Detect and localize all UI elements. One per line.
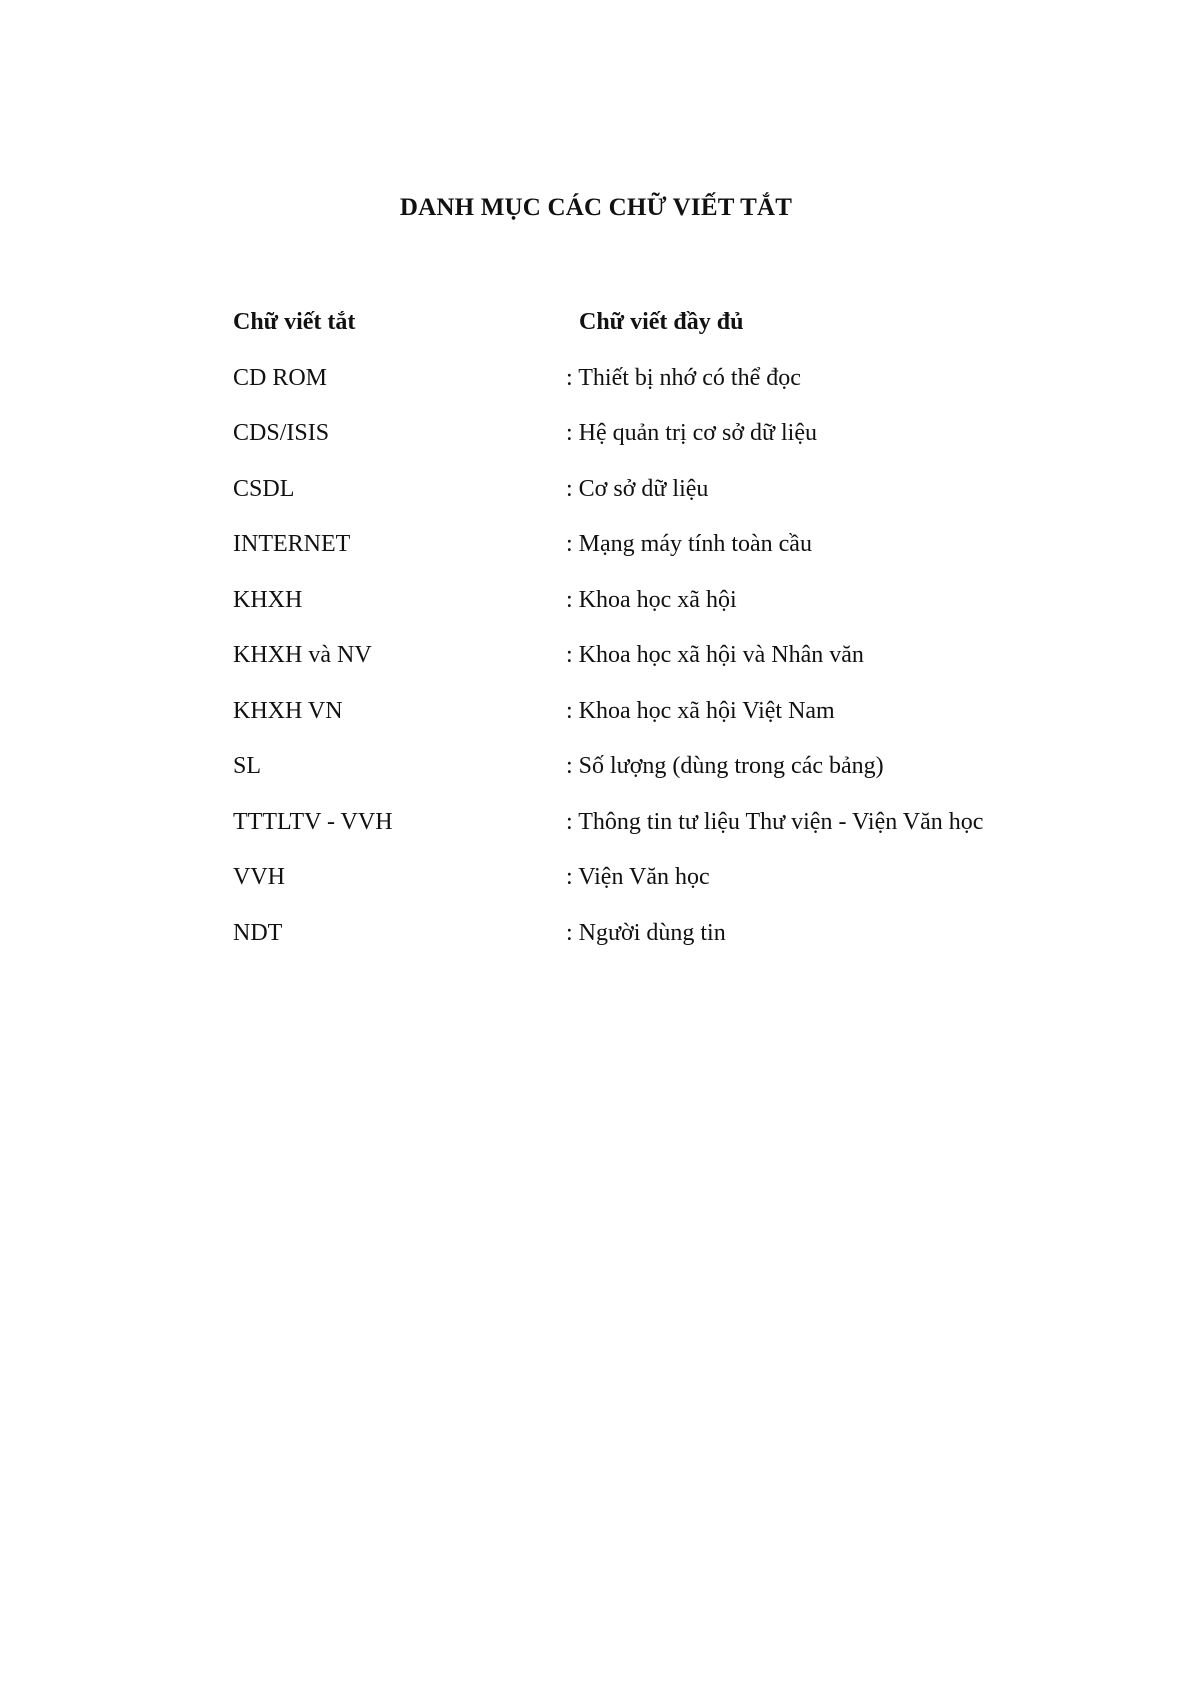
abbreviation: CDS/ISIS [233,420,330,446]
abbreviation: SL [233,753,262,779]
abbreviation: TTTLTV - VVH [233,808,393,835]
full-form: : Cơ sở dữ liệu [566,475,709,502]
table-row [233,417,1133,473]
full-form: : Thiết bị nhớ có thể đọc [566,364,801,391]
table-row [233,806,1133,862]
page-title: DANH MỤC CÁC CHỮ VIẾT TẮT [399,194,793,221]
abbreviation: KHXH VN [233,697,343,724]
full-form: : Số lượng (dùng trong các bảng) [566,753,884,779]
full-form: : Khoa học xã hội và Nhân văn [566,642,864,668]
table-row [233,750,1133,806]
full-form: : Khoa học xã hội Việt Nam [566,697,835,724]
table-row [233,473,1133,529]
table-row [233,584,1133,640]
full-form: : Viện Văn học [566,864,710,890]
abbreviation: CSDL [233,475,295,502]
table-row [233,861,1133,917]
full-form: : Hệ quản trị cơ sở dữ liệu [566,420,818,446]
table-row [233,639,1133,695]
header-full-form: Chữ viết đầy đủ [579,309,744,335]
full-form: : Khoa học xã hội [566,586,737,613]
table-header-row [233,306,1133,362]
abbreviation-table [233,306,1133,972]
abbreviation: KHXH [233,586,303,613]
table-row [233,528,1133,584]
full-form: : Mạng máy tính toàn cầu [566,531,812,557]
abbreviation: CD ROM [233,364,328,391]
abbreviation: INTERNET [233,531,351,557]
full-form: : Người dùng tin [566,919,726,946]
header-abbreviation: Chữ viết tắt [233,309,356,335]
table-row [233,917,1133,973]
abbreviation: KHXH và NV [233,642,372,668]
table-row [233,362,1133,418]
abbreviation: NDT [233,919,283,946]
table-row [233,695,1133,751]
abbreviation: VVH [233,864,285,890]
full-form: : Thông tin tư liệu Thư viện - Viện Văn học [566,808,984,835]
